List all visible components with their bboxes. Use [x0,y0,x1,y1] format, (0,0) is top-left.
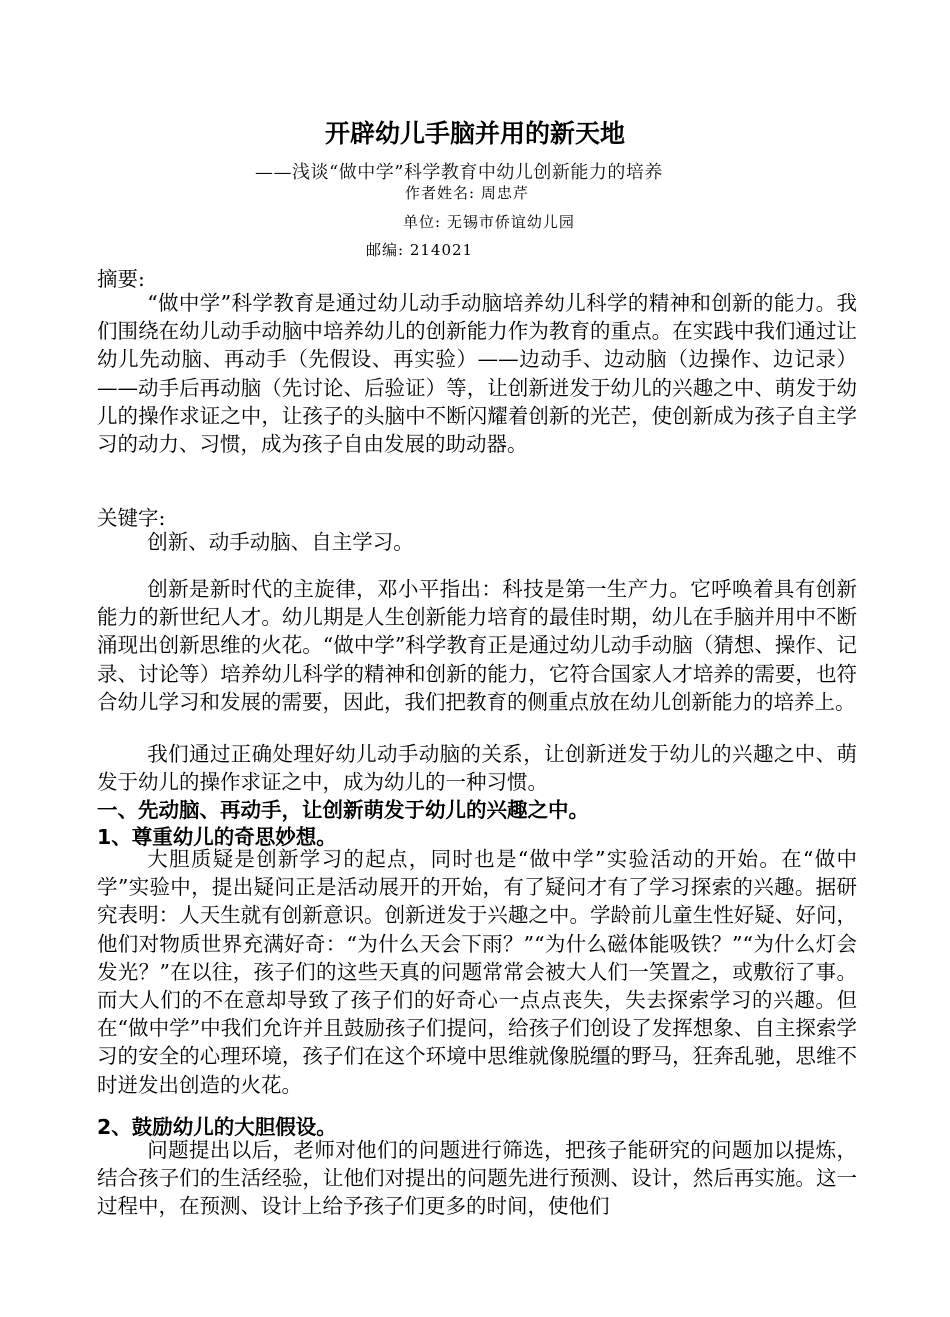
subsection-1-text: 大胆质疑是创新学习的起点，同时也是“做中学”实验活动的开始。在“做中学”实验中，提出疑问正是活动展开的开始，有了疑问才有了学习探索的兴趣。据研究表明：人天生就有创新意识。创新迸发于兴趣之中。学龄前儿童生性好疑、好问，他们对物质世界充满好奇：“为什么天会下雨？”“为什么磁体能吸铁？”“为什么灯会发光？”在以往，孩子们的这些天真的问题常常会被大人们一笑置之，或敷衍了事。而大人们的不在意却导致了孩子们的好奇心一点点丧失，失去探索学习的兴趣。但在“做中学”中我们允许并且鼓励孩子们提问，给孩子们创设了发挥想象、自主探索学习的安全的心理环境，孩子们在这个环境中思维就像脱缰的野马，狂奔乱驰，思维不时迸发出创造的火花。 [97,847,857,1097]
intro-paragraph-1: 创新是新时代的主旋律，邓小平指出：科技是第一生产力。它呼唤着具有创新能力的新世纪人才。幼儿期是人生创新能力培育的最佳时期，幼儿在手脑并用中不断涌现出创新思维的火花。“做中学”科学教育正是通过幼儿动手动脑（猜想、操作、记录、讨论等）培养幼儿科学的精神和创新的能力，它符合国家人才培养的需要，也符合幼儿学习和发展的需要，因此，我们把教育的侧重点放在幼儿创新能力的培养上。 [97,577,857,714]
subsection-2-text: 问题提出以后，老师对他们的问题进行筛选，把孩子能研究的问题加以提炼，结合孩子们的生活经验，让他们对提出的问题先进行预测、设计，然后再实施。这一过程中，在预测、设计上给予孩子们更多的时间，使他们 [97,1138,857,1219]
abstract-text: “做中学”科学教育是通过幼儿动手动脑培养幼儿科学的精神和创新的能力。我们围绕在幼儿动手动脑中培养幼儿的创新能力作为教育的重点。在实践中我们通过让幼儿先动脑、再动手（先假设、再实验）——边动手、边动脑（边操作、边记录）——动手后再动脑（先讨论、后验证）等，让创新迸发于幼儿的兴趣之中、萌发于幼儿的操作求证之中，让孩子的头脑中不断闪耀着创新的光芒，使创新成为孩子自主学习的动力、习惯，成为孩子自由发展的助动器。 [97,291,857,457]
author-name: 作者姓名: 周忠芹 [405,184,529,202]
page-subtitle: ——浅谈“做中学”科学教育中幼儿创新能力的培养 [255,162,663,183]
author-unit: 单位: 无锡市侨谊幼儿园 [403,213,575,231]
subsection-2-heading: 2、鼓励幼儿的大胆假设。 [97,1115,337,1139]
keywords-label: 关键字: [97,506,166,530]
abstract-label: 摘要: [97,267,145,291]
postcode: 邮编: 214021 [366,241,474,259]
section-1-heading: 一、先动脑、再动手，让创新萌发于幼儿的兴趣之中。 [97,798,589,822]
page-title: 开辟幼儿手脑并用的新天地 [324,119,625,148]
intro-paragraph-2: 我们通过正确处理好幼儿动手动脑的关系，让创新迸发于幼儿的兴趣之中、萌发于幼儿的操作求证之中，成为幼儿的一种习惯。 [97,742,857,795]
subsection-1-heading: 1、尊重幼儿的奇思妙想。 [97,825,337,849]
keywords-text: 创新、动手动脑、自主学习。 [147,530,414,554]
